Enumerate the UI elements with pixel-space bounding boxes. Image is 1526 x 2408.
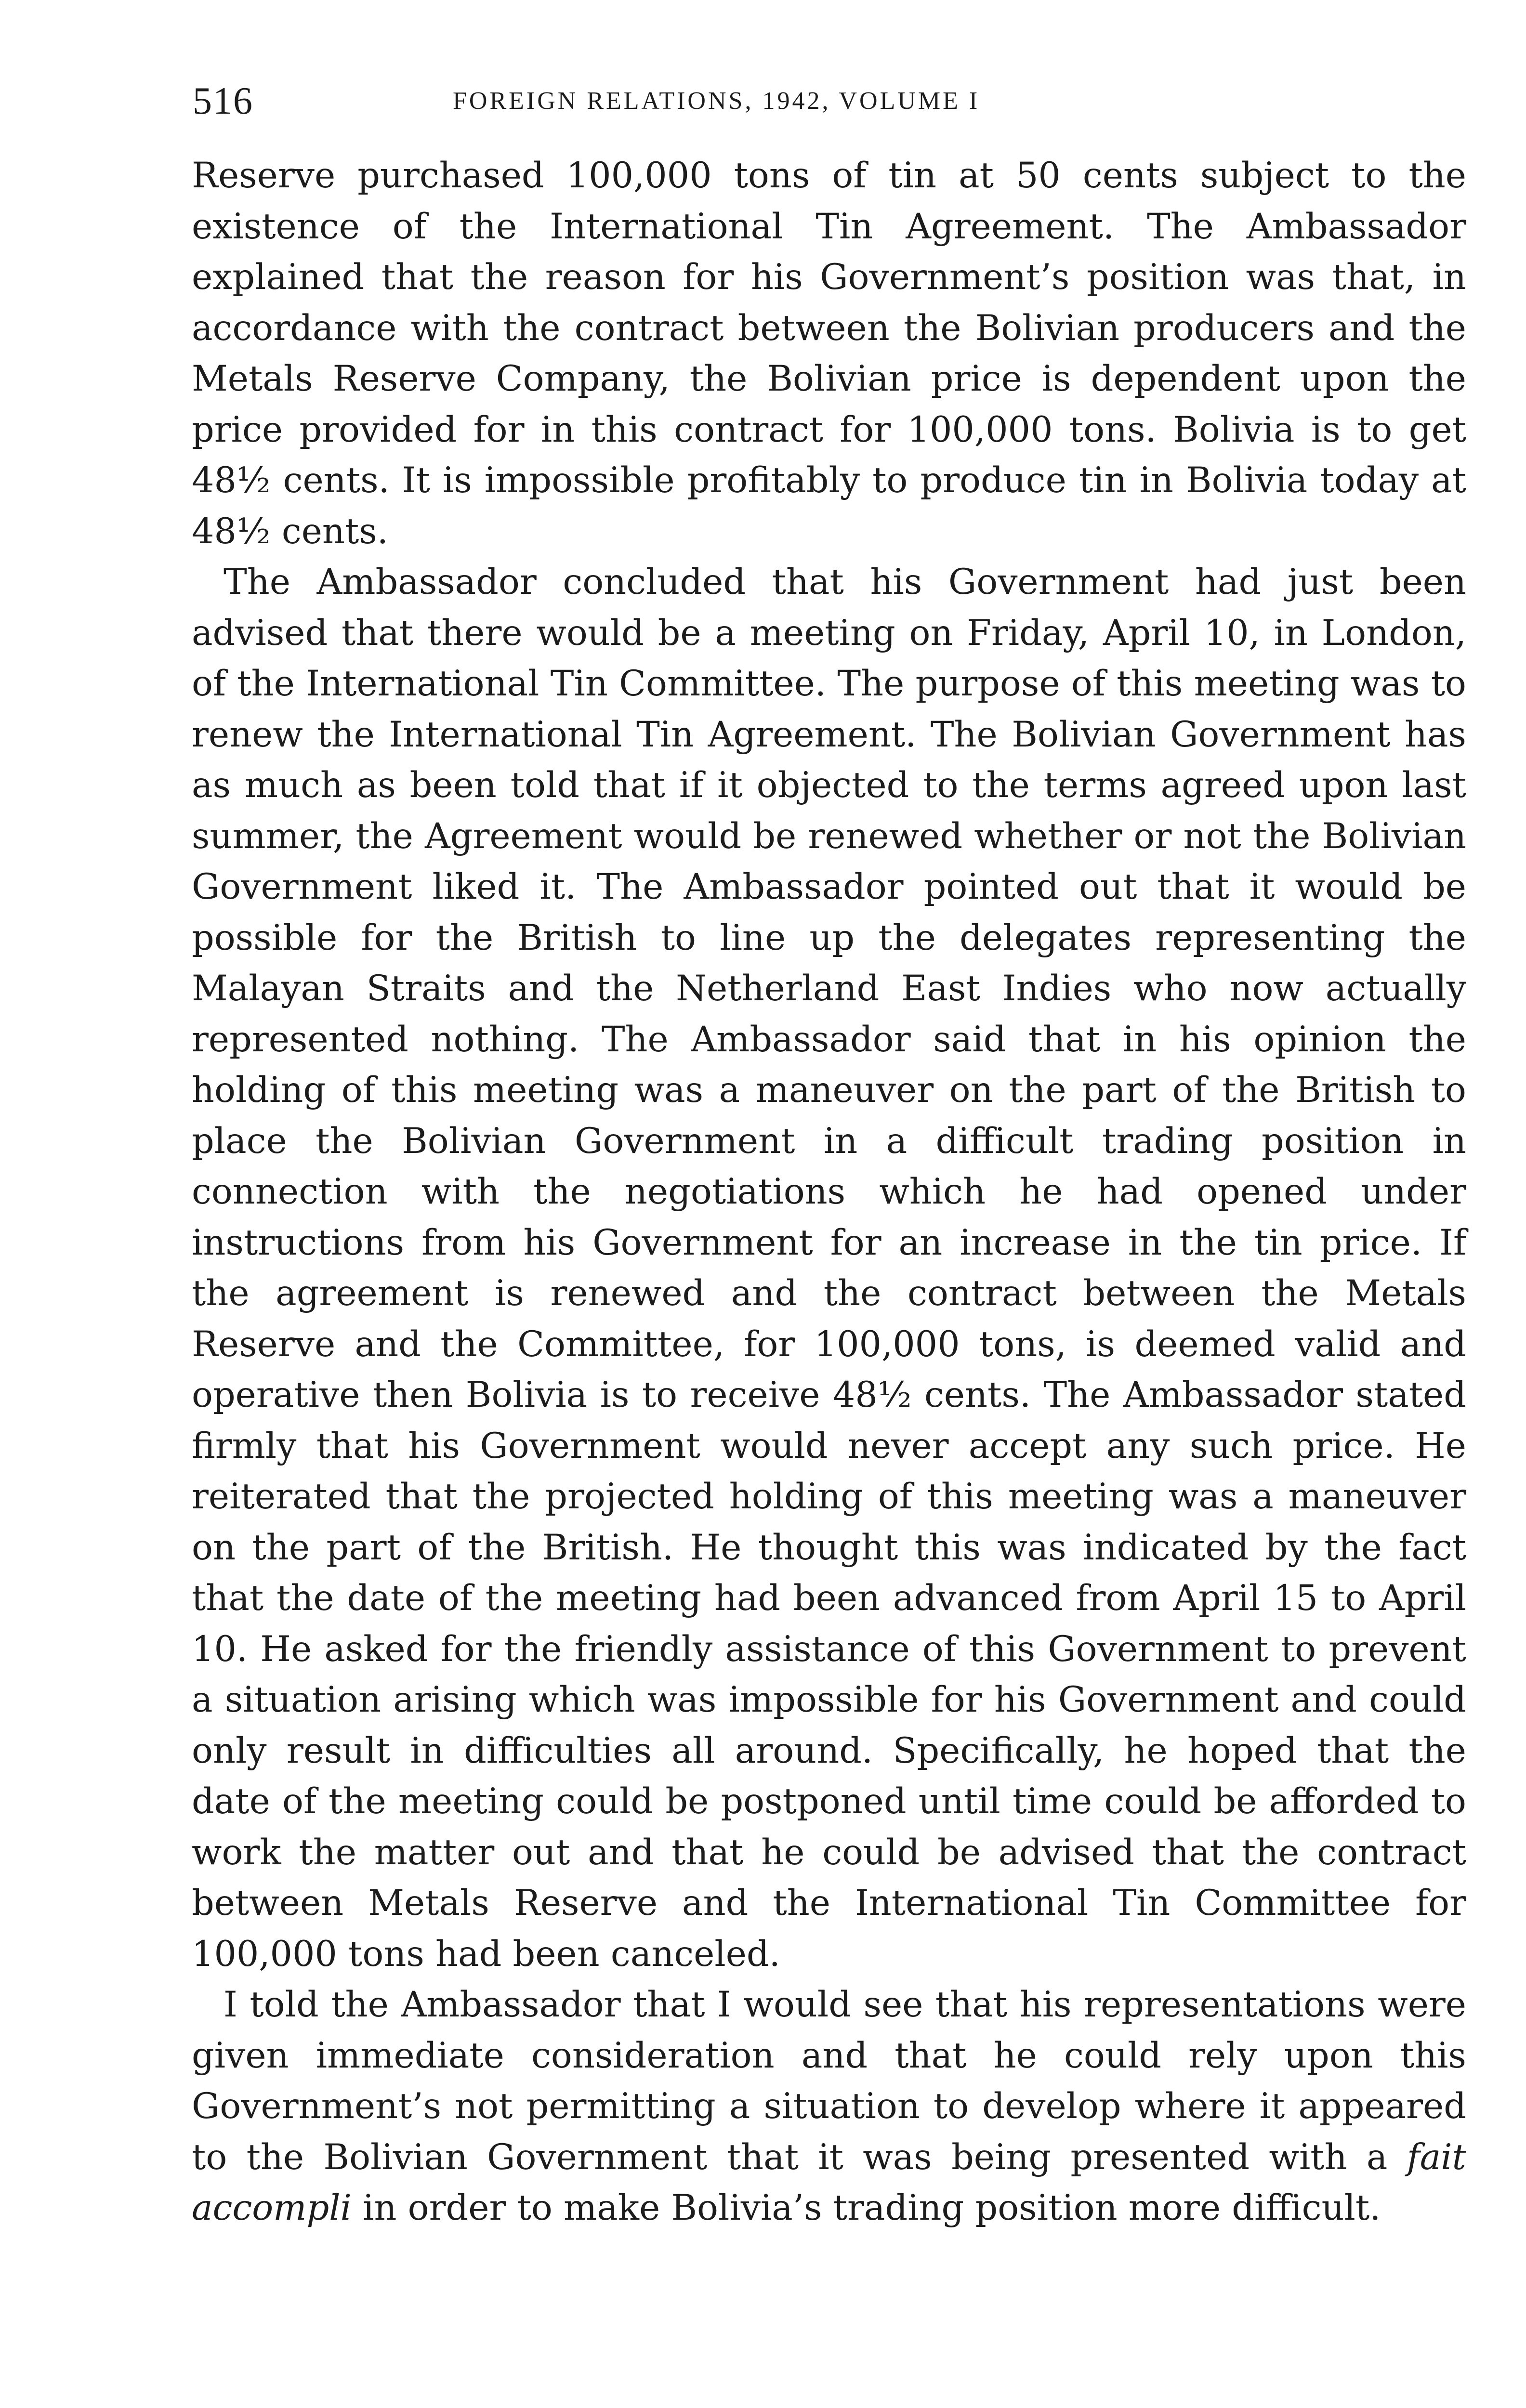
page-header [193, 72, 1464, 130]
paragraph-i-told-ambassador [192, 1979, 1466, 2234]
running-head: FOREIGN RELATIONS, 1942, VOLUME I [453, 87, 980, 115]
italic-phrase: fait accompli [192, 2136, 1466, 2228]
paragraph-text-before: I told the Ambassador that I would see that his representations were given immediate consideration and that he could rely upon this Government’s not permitting a situation to develop where it appeared to the Bolivian Government that it was being presented with a [192, 1984, 1466, 2178]
paragraph-ambassador-concluded: The Ambassador concluded that his Government had just been advised that there would be a meeting on Friday, April 10, in London, of the International Tin Committee. The purpose of this meeting was to renew the International Tin Agreement. The Bolivian Government has as much as been told that if it objected to the terms agreed upon last summer, the Agreement would be renewed whether or not the Bolivian Government liked it. The Ambassador pointed out that it would be possible for the British to line up the delegates representing the Malayan Straits and the Netherland East Indies who now actually represented nothing. The Ambassador said that in his opinion the holding of this meeting was a maneuver on the part of the British to place the Bolivian Government in a difficult trading position in connection with the negotiations which he had opened under instructions from his Government for an increase in the tin price. If the agreement is renewed and the contract between the Metals Reserve and the Committee, for 100,000 tons, is deemed valid and operative then Bolivia is to receive 48½ cents. The Ambassador stated firmly that his Government would never accept any such price. He reiterated that the projected holding of this meeting was a maneuver on the part of the British. He thought this was indicated by the fact that the date of the meeting had been advanced from April 15 to April 10. He asked for the friendly assistance of this Government to prevent a situation arising which was impossible for his Government and could only result in difficulties all around. Specifically, he hoped that the date of the meeting could be postponed until time could be afforded to work the matter out and that he could be advised that the contract between Metals Reserve and the International Tin Committee for 100,000 tons had been canceled. [192, 562, 1466, 1975]
page-number: 516 [193, 80, 253, 122]
body-text [192, 150, 1466, 2234]
paragraph-text-after: in order to make Bolivia’s trading position more difficult. [351, 2187, 1381, 2228]
paragraph-continued: Reserve purchased 100,000 tons of tin at 50 cents subject to the existence of the International Tin Agreement. The Ambassador explained that the reason for his Government’s position was that, in accordance with the contract between the Bolivian producers and the Metals Reserve Company, the Bolivian price is dependent upon the price provided for in this contract for 100,000 tons. Bolivia is to get 48½ cents. It is impossible profitably to produce tin in Bolivia today at 48½ cents. [192, 155, 1466, 552]
